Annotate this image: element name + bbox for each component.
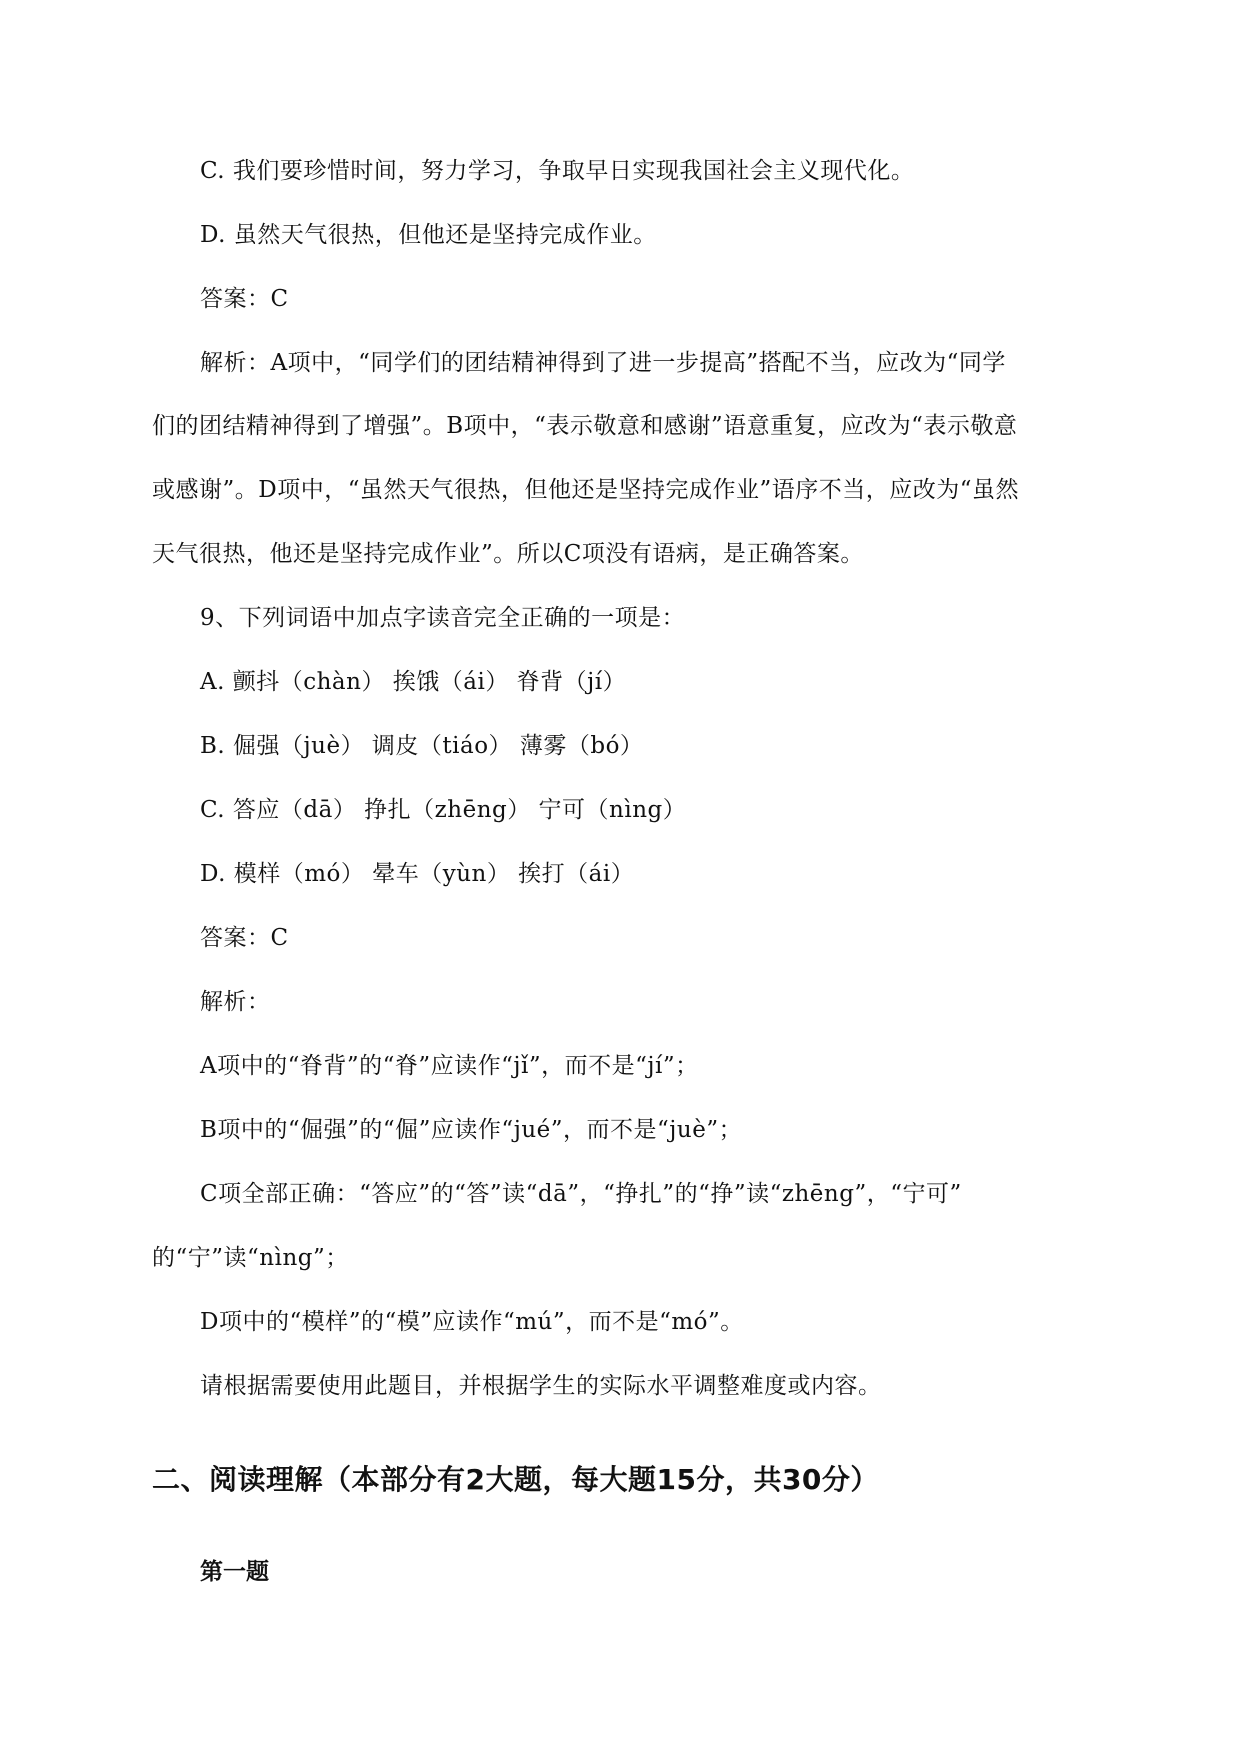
q9-analysis-item-a: A项中的“脊背”的“脊”应读作“jǐ”，而不是“jí”； xyxy=(200,1053,699,1079)
q9-analysis-label: 解析： xyxy=(200,989,271,1015)
q9-option-c: C. 答应（dā） 挣扎（zhēng） 宁可（nìng） xyxy=(200,797,687,823)
q8-analysis-line-2: 们的团结精神得到了增强”。B项中，“表示敬意和感谢”语意重复，应改为“表示敬意 xyxy=(152,413,1018,439)
q9-option-a: A. 颤抖（chàn） 挨饿（ái） 脊背（jí） xyxy=(200,669,627,695)
q9-option-b: B. 倔强（juè） 调皮（tiáo） 薄雾（bó） xyxy=(200,733,644,759)
q8-option-d: D. 虽然天气很热，但他还是坚持完成作业。 xyxy=(200,222,657,248)
q9-analysis-item-c-cont: 的“宁”读“nìng”； xyxy=(152,1245,349,1271)
q9-analysis-item-b: B项中的“倔强”的“倔”应读作“jué”，而不是“juè”； xyxy=(200,1117,743,1143)
q9-analysis-item-d: D项中的“模样”的“模”应读作“mú”，而不是“mó”。 xyxy=(200,1309,744,1335)
q8-option-c: C. 我们要珍惜时间，努力学习，争取早日实现我国社会主义现代化。 xyxy=(200,158,915,184)
sub-heading-first-question: 第一题 xyxy=(200,1559,269,1585)
q9-stem: 9、下列词语中加点字读音完全正确的一项是： xyxy=(200,605,686,631)
q9-answer: 答案：C xyxy=(200,925,289,951)
usage-note: 请根据需要使用此题目，并根据学生的实际水平调整难度或内容。 xyxy=(200,1373,882,1399)
q8-analysis-line-4: 天气很热，他还是坚持完成作业”。所以C项没有语病，是正确答案。 xyxy=(152,541,864,567)
q8-analysis-line-3: 或感谢”。D项中，“虽然天气很热，但他还是坚持完成作业”语序不当，应改为“虽然 xyxy=(152,477,1019,503)
q9-analysis-item-c: C项全部正确：“答应”的“答”读“dā”，“挣扎”的“挣”读“zhēng”，“宁可” xyxy=(200,1181,962,1207)
q9-option-d: D. 模样（mó） 晕车（yùn） 挨打（ái） xyxy=(200,861,635,887)
q8-analysis-line-1: 解析：A项中，“同学们的团结精神得到了进一步提高”搭配不当，应改为“同学 xyxy=(200,350,1006,376)
q8-answer: 答案：C xyxy=(200,286,289,312)
section-heading-reading: 二、阅读理解（本部分有2大题，每大题15分，共30分） xyxy=(152,1463,879,1496)
